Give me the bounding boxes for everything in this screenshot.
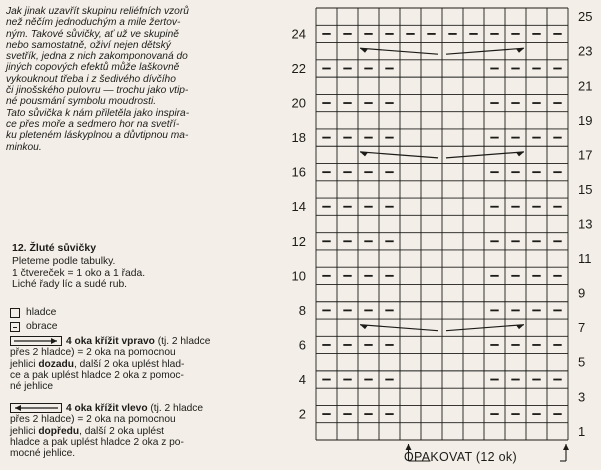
purl-mark (427, 33, 435, 35)
purl-mark (385, 102, 393, 104)
purl-mark (343, 171, 351, 173)
row-number-right: 7 (578, 320, 586, 336)
purl-mark (490, 310, 498, 312)
purl-mark (322, 240, 330, 242)
purl-mark (364, 379, 372, 381)
purl-mark (511, 413, 519, 415)
purl-mark (322, 310, 330, 312)
pattern-title: 12. Žluté sůvičky (12, 242, 97, 254)
purl-mark (343, 413, 351, 415)
purl-mark (364, 310, 372, 312)
purl-mark (490, 275, 498, 277)
legend-knit-label: hladce (26, 307, 57, 318)
row-number-left: 12 (291, 233, 306, 249)
row-number-left: 10 (291, 268, 306, 284)
purl-mark (343, 33, 351, 35)
purl-mark (364, 413, 372, 415)
row-number-right: 25 (578, 9, 593, 25)
description-line: či jinošského pulovru — trochu jako vtip- (6, 85, 189, 97)
legend-purl-label: obrace (26, 321, 58, 332)
purl-mark (511, 137, 519, 139)
purl-mark (511, 240, 519, 242)
purl-mark (343, 68, 351, 70)
purl-mark (490, 171, 498, 173)
purl-mark (532, 240, 540, 242)
purl-mark (532, 344, 540, 346)
row-number-right: 11 (578, 251, 592, 267)
purl-mark (385, 68, 393, 70)
description-line: než něčím jednoduchým a mile žertov- (6, 17, 181, 29)
row-number-left: 14 (291, 199, 306, 215)
description-line: ným. Takové sůvičky, ať už ve skupině (6, 28, 179, 40)
purl-mark (385, 171, 393, 173)
row-number-right: 23 (578, 43, 593, 59)
cable-right-name: 4 oka křížit vpravo (66, 336, 155, 347)
purl-mark (553, 171, 561, 173)
cable-right-mark (360, 325, 438, 331)
purl-mark (553, 344, 561, 346)
purl-mark (490, 413, 498, 415)
purl-mark (532, 68, 540, 70)
row-number-right: 17 (578, 147, 593, 163)
row-number-right: 3 (578, 389, 586, 405)
purl-mark (343, 240, 351, 242)
purl-mark (385, 275, 393, 277)
purl-mark (490, 102, 498, 104)
description-line: jiných copových efektů může laškovně (6, 62, 180, 74)
description-line: ce přes moře a sedmero hor na svetří- (6, 118, 180, 130)
purl-mark (490, 33, 498, 35)
purl-mark (406, 33, 414, 35)
purl-mark (322, 379, 330, 381)
purl-mark (364, 102, 372, 104)
cable-right-definition: 4 oka křížit vpravo (tj. 2 hladce přes 2 hladce) = 2 oka na pomocnou jehlici dozadu, další 2 oka uplést hlad- ce a pak uplést hladce 2 oka z pomoc- né jehlice (10, 336, 211, 393)
cable-left-mark (446, 48, 524, 54)
cable-left-definition: 4 oka křížit vlevo (tj. 2 hladce přes 2 hladce) = 2 oka na pomocnou jehlici dopředu, další 2 oka uplést hladce a pak uplést hladce 2 oka z po- mocné jehlice. (10, 403, 204, 460)
row-number-right: 1 (578, 423, 586, 439)
purl-mark (490, 240, 498, 242)
purl-mark (511, 171, 519, 173)
purl-mark (322, 68, 330, 70)
row-number-left: 18 (291, 130, 306, 146)
purl-mark (553, 413, 561, 415)
description-line: minkou. (6, 141, 42, 153)
row-number-right: 13 (578, 216, 593, 232)
purl-mark (553, 275, 561, 277)
purl-mark (553, 379, 561, 381)
purl-mark (364, 206, 372, 208)
purl-mark (322, 171, 330, 173)
purl-mark (532, 275, 540, 277)
description-line: vykouknout třeba i z šedivého dívčího (6, 73, 176, 85)
purl-mark (364, 344, 372, 346)
repeat-label: OPAKOVAT (12 ok) (404, 450, 517, 464)
purl-mark (490, 206, 498, 208)
purl-mark (364, 171, 372, 173)
purl-mark (553, 240, 561, 242)
purl-mark (343, 344, 351, 346)
row-number-right: 5 (578, 354, 586, 370)
intro-line: Pleteme podle tabulky. (12, 256, 116, 267)
row-number-left: 4 (298, 372, 306, 388)
purl-mark (490, 344, 498, 346)
row-number-left: 16 (291, 164, 306, 180)
cable-right-mark (360, 152, 438, 158)
purl-mark (343, 275, 351, 277)
purl-mark (385, 413, 393, 415)
cable-right-mark (360, 48, 438, 54)
cable-left-mark (446, 152, 524, 158)
purl-mark (385, 137, 393, 139)
purl-mark (532, 413, 540, 415)
purl-mark (553, 102, 561, 104)
purl-mark (511, 310, 519, 312)
purl-mark (385, 379, 393, 381)
purl-mark (322, 275, 330, 277)
purl-mark (448, 33, 456, 35)
purl-mark (511, 33, 519, 35)
purl-mark (364, 33, 372, 35)
purl-mark (511, 344, 519, 346)
row-number-right: 21 (578, 78, 593, 94)
purl-mark (322, 413, 330, 415)
purl-mark (364, 68, 372, 70)
purl-mark (322, 206, 330, 208)
purl-mark (385, 344, 393, 346)
purl-mark (490, 68, 498, 70)
description-line: Jak jinak uzavřít skupinu reliéfních vzorů (6, 6, 189, 17)
purl-mark (364, 137, 372, 139)
purl-mark (343, 137, 351, 139)
description-line: Tato sůvička k nám přiletěla jako inspira- (6, 107, 190, 119)
description-line: nebo samostatně, oživí nejen dětský (6, 39, 171, 51)
purl-mark (469, 33, 477, 35)
description-line: né pousmání symbolu moudrosti. (6, 96, 157, 108)
row-number-right: 19 (578, 112, 593, 128)
purl-mark (532, 33, 540, 35)
purl-mark (343, 379, 351, 381)
description-line: ku pleteném láskyplnou a důvtipnou ma- (6, 130, 189, 142)
purl-mark (553, 310, 561, 312)
row-number-right: 9 (578, 285, 586, 301)
purl-mark (322, 102, 330, 104)
row-number-left: 24 (291, 26, 306, 42)
purl-mark (385, 240, 393, 242)
purl-mark (553, 68, 561, 70)
description-line: svetřík, jedna z nich zakomponovaná do (6, 51, 188, 63)
repeat-arrow-icon (563, 444, 569, 450)
purl-mark (385, 310, 393, 312)
purl-mark (511, 379, 519, 381)
purl-mark (511, 275, 519, 277)
row-number-left: 2 (298, 406, 306, 422)
purl-mark (343, 102, 351, 104)
purl-mark (532, 310, 540, 312)
row-number-left: 6 (298, 337, 306, 353)
purl-mark (511, 206, 519, 208)
purl-mark (490, 379, 498, 381)
purl-mark (364, 275, 372, 277)
purl-mark (553, 206, 561, 208)
purl-mark (490, 137, 498, 139)
row-number-left: 22 (291, 60, 306, 76)
purl-mark (322, 344, 330, 346)
purl-mark (343, 206, 351, 208)
intro-line: 1 čtvereček = 1 oko a 1 řada. (12, 267, 146, 279)
purl-mark (343, 310, 351, 312)
purl-mark (553, 137, 561, 139)
purl-mark (511, 68, 519, 70)
purl-mark (322, 33, 330, 35)
purl-mark (385, 33, 393, 35)
purl-mark (532, 137, 540, 139)
row-number-right: 15 (578, 181, 593, 197)
row-number-left: 8 (298, 302, 306, 318)
purl-mark (532, 102, 540, 104)
purl-mark (385, 206, 393, 208)
purl-mark (322, 137, 330, 139)
purl-mark (364, 240, 372, 242)
cable-left-mark (446, 325, 524, 331)
purl-mark (511, 102, 519, 104)
intro-line: Liché řady líc a sudé rub. (12, 279, 128, 290)
purl-mark (532, 379, 540, 381)
purl-mark (553, 33, 561, 35)
purl-mark (532, 171, 540, 173)
purl-mark (532, 206, 540, 208)
cable-left-name: 4 oka křížit vlevo (66, 403, 148, 414)
row-number-left: 20 (291, 95, 306, 111)
